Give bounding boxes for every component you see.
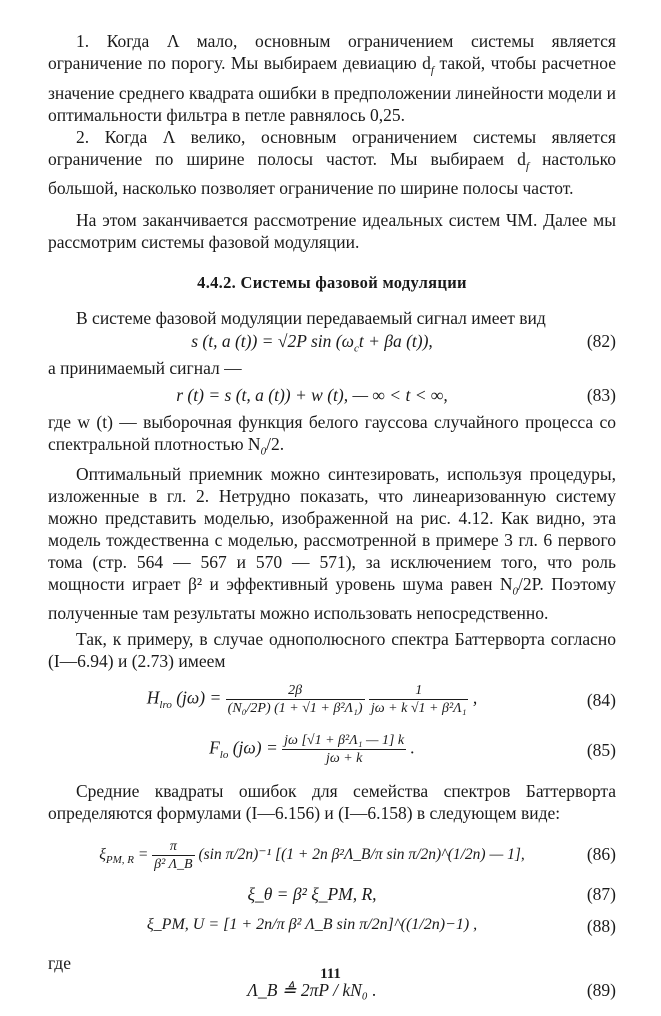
equation-84-lhs-tail: (jω) = [171,687,222,708]
equation-89-number: (89) [586,980,616,1000]
paragraph-7-sub: 0 [512,585,519,597]
page-body [48,30,616,1016]
paragraph-7 [48,463,616,625]
paragraph-1-sub: f [430,64,434,77]
paragraph-2-sub: f [525,160,529,172]
equation-84-number: (84) [586,690,616,710]
paragraph-6-sub: 0 [260,445,267,458]
equation-85-tail: . [410,737,415,758]
equation-83-body: r (t) = s (t, a (t)) + w (t), — ∞ < t < ∞, [176,385,448,405]
equation-82-body [48,331,576,355]
paragraph-4: В системе фазовой модуляции передаваемый сигнал имеет вид [76,308,546,328]
paragraph-1-text: 1. Когда Λ мало, основным ограничением системы является ограничение по порогу. Мы выбираем девиацию d [48,31,616,73]
equation-84-fraction-2 [369,682,469,717]
equation-84-tail: , [472,687,478,708]
paragraph-3: На этом заканчивается рассмотрение идеальных систем ЧМ. Далее мы рассмотрим системы фазовой модуляции. [48,210,616,252]
equation-84 [48,676,616,726]
equation-86-fraction [152,838,194,873]
page-number: 111 [320,966,341,982]
equation-87 [48,882,616,910]
equation-84-lhs: H [146,687,160,708]
paragraph-9: Средние квадраты ошибок для семейства спектров Баттерворта определяются формулами (I—6.156) и (I—6.158) в следующем виде: [48,781,616,823]
equation-87-number: (87) [586,884,616,904]
paragraph-1-tail: такой, чтобы расчетное значение среднего квадрата ошибки в предположении линейности модели и оптимальности фильтра в петле равнялось 0,25. [48,53,616,125]
equation-86 [48,830,616,882]
paragraph-6-tail: /2. [266,434,285,454]
equation-89-body: Λ_B ≜ 2πP / kN₀ . [247,980,377,1000]
equation-85-fraction [282,732,406,767]
section-heading: 4.4.2. Системы фазовой модуляции [197,273,467,292]
paragraph-5: а принимаемый сигнал — [48,358,242,378]
paragraph-10: где [48,953,71,973]
equation-82-text: s (t, a (t)) = √2P sin (ω [191,331,354,351]
equation-86-equals: = [133,846,149,864]
equation-84-fraction-1-den: (N₀/2P) (1 + √1 + β²Λ₁) [227,701,363,716]
equation-85-fraction-den: jω + k [282,749,406,767]
equation-84-fraction-1 [226,682,365,717]
equation-85-number: (85) [586,740,616,760]
equation-86-lhs: ξ [99,846,106,864]
equation-85-lhs: F [209,737,220,758]
paragraph-6 [48,411,616,463]
paragraph-7-text: Оптимальный приемник можно синтезировать, используя процедуры, изложенные в гл. 2. Нетрудно показать, что линеаризованную систему можно представить моделью, изображенной на рис. 4.12. Как видно, эта модель тождественна с моделью, рассмотренной в примере 3 гл. 6 первого тома (стр. 564 — 567 и 570 — 571), за исключением того, что роль мощности играет β² и эффективный уровень шума равен N [48,463,616,594]
equation-84-fraction-2-den: jω + k √1 + β²Λ₁ [370,701,467,716]
paragraph-2-tail: настолько большой, насколько позволяет ограничение по ширине полосы частот. [48,148,616,198]
equation-82-tail: t + βa (t)), [358,331,433,351]
equation-86-rest: (sin π/2n)⁻¹ [(1 + 2n β²Λ_B/π sin π/2n)^(1/2n) — 1], [198,846,525,864]
paragraph-2 [48,126,616,200]
equation-88-body: ξ_PM, U = [1 + 2n/π β² Λ_B sin π/2n]^((1/2n)−1) , [146,916,478,933]
equation-84-lhs-sub: lro [159,699,172,712]
paragraph-2-text: 2. Когда Λ велико, основным ограничением системы является ограничение по ширине полосы частот. Мы выбираем d [48,126,616,169]
paragraph-8: Так, к примеру, в случае однополюсного спектра Баттерворта согласно (I—6.94) и (2.73) имеем [48,629,616,671]
paragraph-7-tail: /2P. Поэтому полученные там результаты можно использовать непосредственно. [48,573,616,623]
paragraph-1 [48,30,616,126]
equation-85-fraction-num: jω [√1 + β²Λ₁ — 1] k [284,733,405,748]
equation-86-number: (86) [586,844,616,864]
equation-86-fraction-num: π [169,839,177,854]
equation-88-number: (88) [586,916,616,936]
paragraph-6-text: где w (t) — выборочная функция белого гауссова случайного процесса со спектральной плотностью N [48,412,616,454]
equation-83-number: (83) [586,385,616,405]
equation-83 [48,383,616,411]
equation-85-lhs-tail: (jω) = [228,737,278,758]
equation-85-lhs-sub: lo [219,749,229,762]
equation-88 [48,910,616,950]
equation-84-body [48,682,576,717]
equation-84-fraction-2-num: 1 [415,683,423,698]
equation-86-body [48,838,576,873]
equation-86-fraction-den: β² Λ_B [154,857,193,872]
equation-86-lhs-sub: PM, R [105,854,134,867]
equation-84-fraction-1-num: 2β [288,683,303,698]
equation-85 [48,726,616,774]
equation-82-sub: c [353,342,359,355]
equation-82 [48,329,616,357]
equation-87-body: ξ_θ = β² ξ_PM, R, [247,884,377,904]
equation-82-number: (82) [586,331,616,351]
equation-85-body [48,732,576,767]
